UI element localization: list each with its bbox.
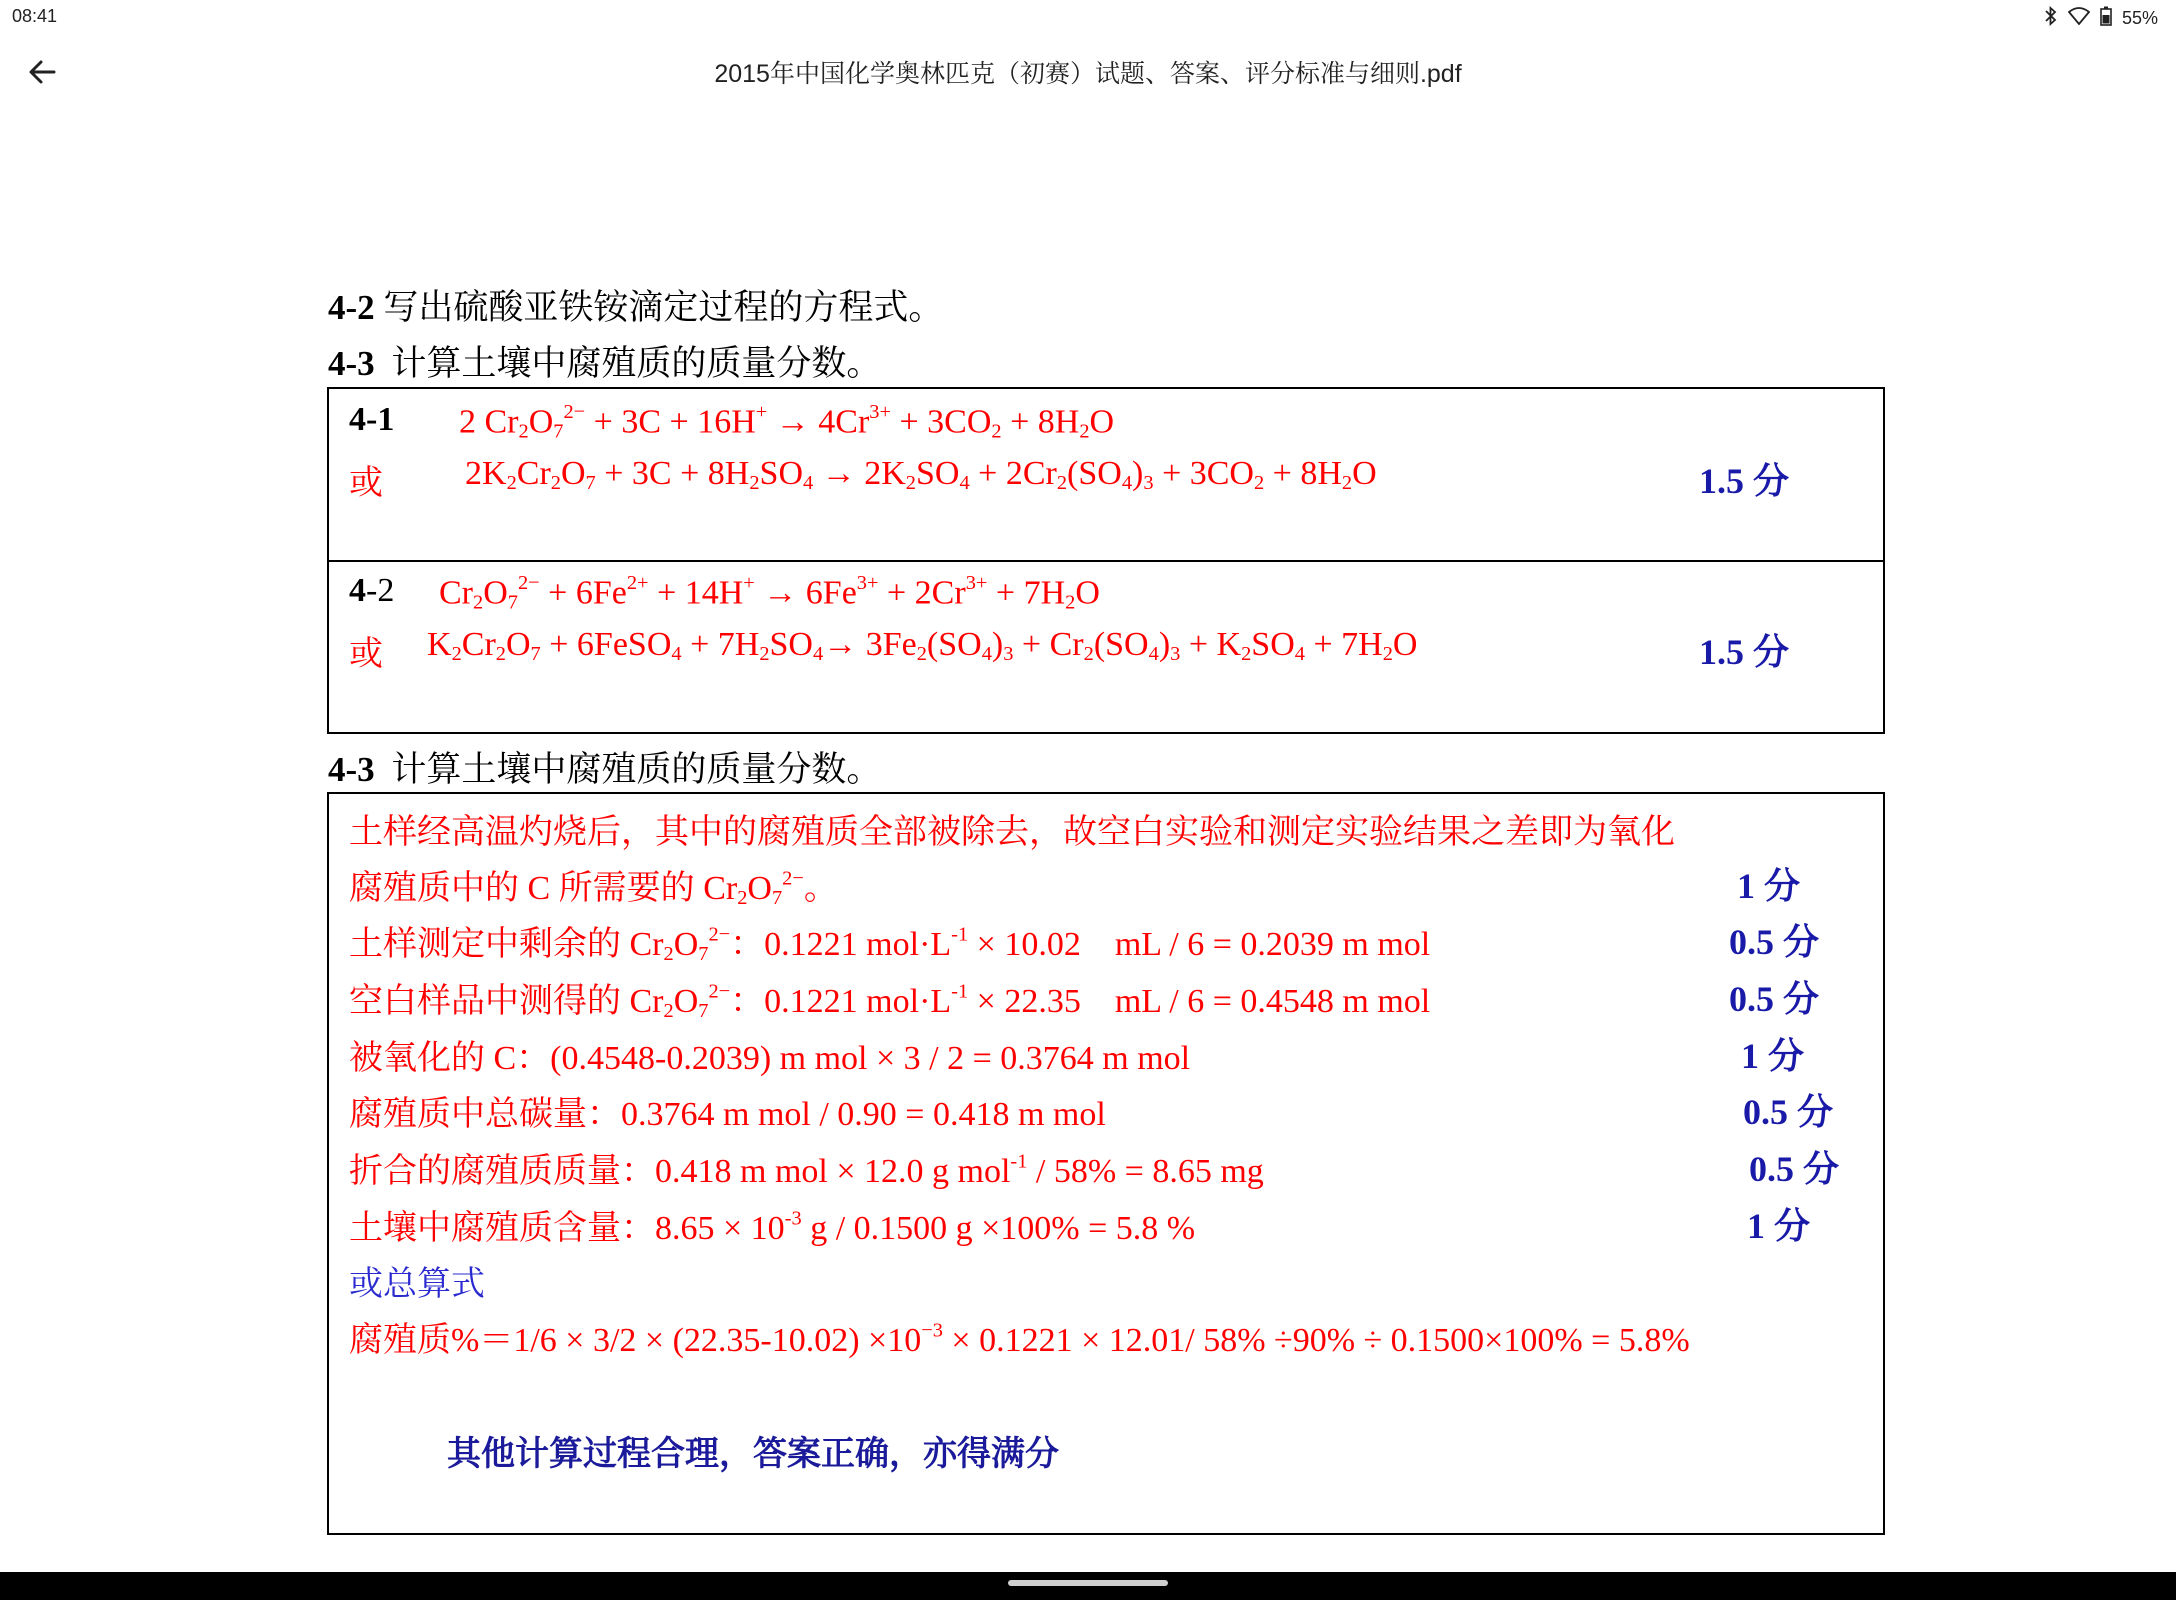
document-title: 2015年中国化学奥林匹克（初赛）试题、答案、评分标准与细则.pdf bbox=[714, 60, 1462, 88]
question-4-3 bbox=[328, 336, 881, 386]
score: 0.5 分 bbox=[1749, 1149, 1840, 1189]
question-text: 计算土壤中腐殖质的质量分数。 bbox=[391, 750, 882, 789]
score: 1.5 分 bbox=[1699, 461, 1790, 501]
calc-oxidized-c: 被氧化的 C：(0.4548-0.2039) m mol × 3 / 2 = 0.3764 m mol bbox=[349, 1040, 1191, 1077]
equation-ionic: $Cr_2O_7^{2-} + 6Fe^{2+} + 14H^+ \to 6Fe^{3+} + 2Cr^{3+} + 7H_2O$ bbox=[439, 572, 1100, 614]
equation-molecular: $2K_2Cr_2O_7 + 3C + 8H_2SO_4 \to 2K_2SO_4 + 2Cr_2(SO_4)_3 + 3CO_2 + 8H_2O$ bbox=[465, 455, 1377, 495]
calc-blank: 空白样品中测得的 $Cr_2O_7^{2-}$：0.1221 $mol\cdot L^{-1} \times 22.35$ mL / 6 = 0.4548 m mol bbox=[349, 980, 1431, 1023]
calc-remaining: 土样测定中剩余的 $Cr_2O_7^{2-}$：0.1221 $mol\cdot L^{-1} \times 10.02$ mL / 6 = 0.2039 m mol bbox=[349, 923, 1431, 966]
calc-humus-mass: 折合的腐殖质质量：0.418 m mol × 12.0 g mol$^{-1}$ / 58% = 8.65 mg bbox=[349, 1150, 1264, 1190]
battery-percent: 55% bbox=[2121, 8, 2158, 28]
score: 0.5 分 bbox=[1743, 1092, 1834, 1132]
explanation-line: 土样经高温灼烧后，其中的腐殖质全部被除去，故空白实验和测定实验结果之差即为氧化 bbox=[349, 814, 1675, 851]
answer-box-4-2 bbox=[327, 560, 1885, 734]
answer-box-4-1 bbox=[327, 387, 1885, 562]
explanation-line: 腐殖质中的 C 所需要的 $Cr_2O_7^{2-}$。 bbox=[349, 867, 838, 910]
question-number: 4-3 bbox=[328, 750, 375, 789]
answer-label: 4-1 bbox=[349, 401, 395, 438]
or-label: 或 bbox=[349, 636, 383, 673]
score: 0.5 分 bbox=[1729, 979, 1820, 1019]
score: 1 分 bbox=[1737, 866, 1801, 906]
question-4-2 bbox=[328, 280, 943, 330]
equation-molecular: $K_2Cr_2O_7$ + 6FeSO$_4$ + $7H_2SO_4\to 3Fe_2(SO_4)_3 + Cr_2(SO_4)_3 + K_2SO_4 + 7H_2O$ bbox=[427, 626, 1418, 666]
alt-formula-label: 或总算式 bbox=[349, 1266, 485, 1303]
navigation-bar bbox=[0, 1572, 2176, 1600]
or-label: 或 bbox=[349, 465, 383, 502]
score: 1 分 bbox=[1747, 1206, 1811, 1246]
total-formula: 腐殖质$\%=1/6 \times 3/2 \times (22.35-10.02) \times 10^{-3} \times 0.1221 \times 12.01/$ 58% ÷90% ÷ 0.1500×100% = 5.8% bbox=[349, 1319, 1690, 1359]
question-text: 计算土壤中腐殖质的质量分数。 bbox=[391, 344, 882, 383]
home-gesture-handle[interactable] bbox=[1008, 1580, 1168, 1586]
clock: 08:41 bbox=[12, 6, 58, 26]
question-number: 4-3 bbox=[328, 344, 375, 383]
score: 0.5 分 bbox=[1729, 922, 1820, 962]
calc-humus-content: 土壤中腐殖质含量：$8.65 \times 10^{-3}$ g / 0.1500 g ×100% = 5.8 % bbox=[349, 1207, 1196, 1247]
section-4-3-heading bbox=[328, 742, 881, 792]
equation-ionic: 2 $Cr_2O_7^{2-} + 3C + 16H^+ \to 4Cr^{3+} + 3CO_2 + 8H_2O$ bbox=[459, 401, 1115, 443]
score: 1.5 分 bbox=[1699, 632, 1790, 672]
full-credit-note: 其他计算过程合理，答案正确，亦得满分 bbox=[447, 1436, 1059, 1473]
answer-label: 4-2 bbox=[349, 572, 395, 609]
answer-box-4-3 bbox=[327, 792, 1885, 1535]
question-text: 写出硫酸亚铁铵滴定过程的方程式。 bbox=[383, 288, 944, 327]
score: 1 分 bbox=[1741, 1036, 1805, 1076]
calc-total-carbon: 腐殖质中总碳量：0.3764 m mol / 0.90 = 0.418 m mol bbox=[349, 1096, 1106, 1133]
question-number: 4-2 bbox=[328, 288, 375, 327]
